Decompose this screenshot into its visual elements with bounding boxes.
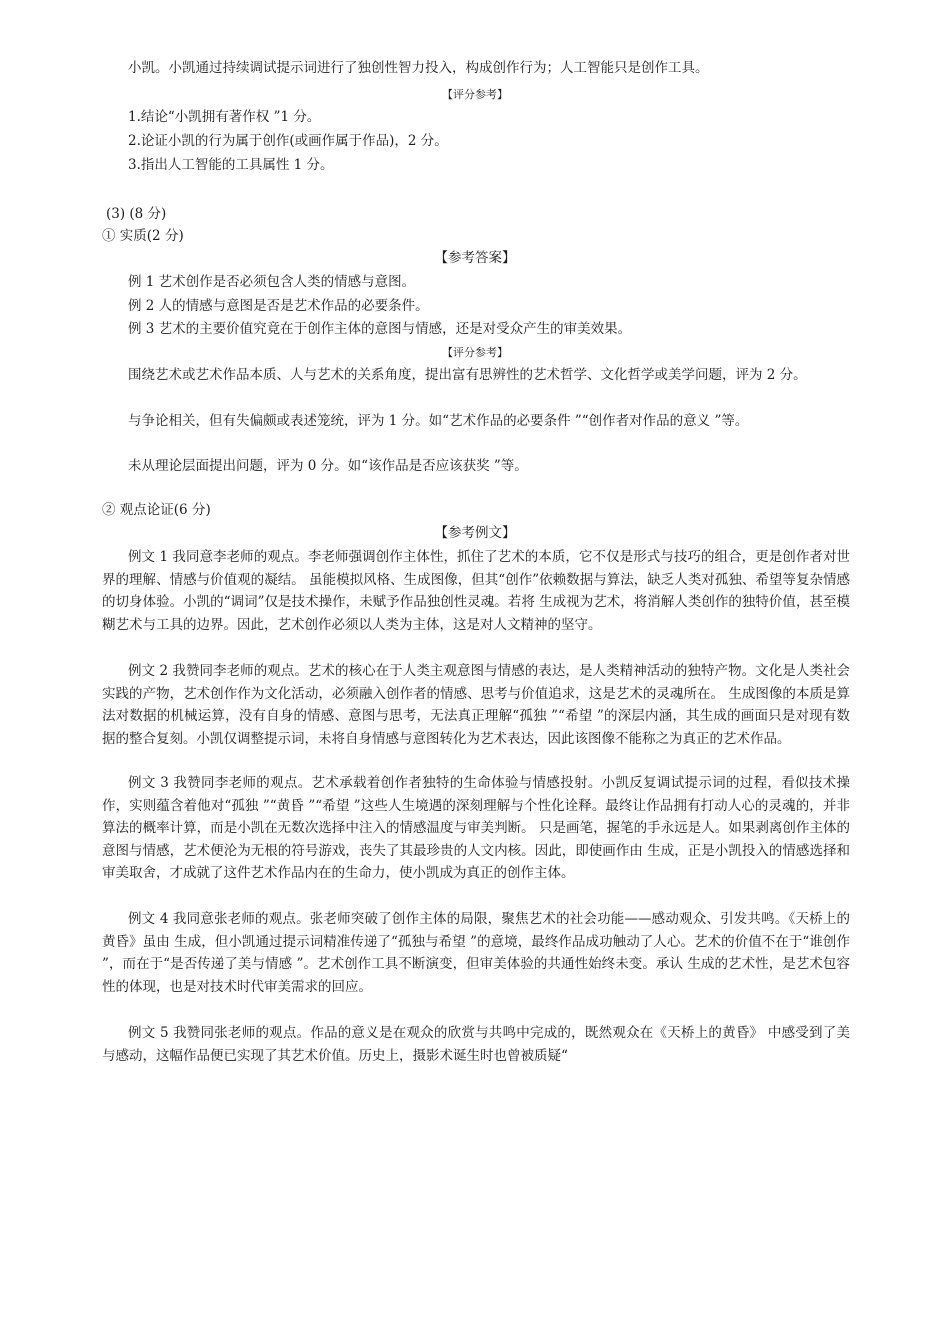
- model-essay: 例文 5 我赞同张老师的观点。作品的意义是在观众的欣赏与共鸣中完成的，既然观众在《天桥上的黄昏》 中感受到了美与感动，这幅作品便已实现了其艺术价值。历史上，摄影术诞生时也曾被质疑“: [102, 1025, 850, 1064]
- reference-answer-title: 【参考答案】: [434, 250, 516, 266]
- example-question: 例 2 人的情感与意图是否是艺术作品的必要条件。: [128, 298, 429, 314]
- scoring-reference-title: 【评分参考】: [442, 88, 508, 101]
- scoring-item: 2.论证小凯的行为属于创作(或画作属于作品)，2 分。: [128, 133, 448, 149]
- question-3-heading: (3) (8 分): [106, 206, 167, 222]
- example-question: 例 3 艺术的主要价值究竟在于创作主体的意图与情感，还是对受众产生的审美效果。: [128, 321, 632, 337]
- intro-conclusion-line: 小凯。小凯通过持续调试提示词进行了独创性智力投入，构成创作行为；人工智能只是创作工具。: [128, 60, 709, 76]
- scoring-paragraph: 与争论相关，但有失偏颇或表述笼统，评为 1 分。如“艺术作品的必要条件 ”“创作者对作品的意义 ”等。: [128, 413, 749, 429]
- model-essay: 例文 4 我同意张老师的观点。张老师突破了创作主体的局限，聚焦艺术的社会功能——感动观众、引发共鸣。《天桥上的黄昏》虽由 生成，但小凯通过提示词精准传递了“孤独与希望 ”的意境，最终作品成功触动了人心。艺术的价值不在于“谁创作 ”，而在于“是否传递了美与情感 ”。艺术创作工具不断演变，但审美体验的共通性始终未变。承认 生成的艺术性，是艺术包容性的体现，也是对技术时代审美需求的回应。: [102, 911, 850, 995]
- scoring-item: 1.结论“小凯拥有著作权 ”1 分。: [128, 109, 321, 125]
- scoring-paragraph: 未从理论层面提出问题，评为 0 分。如“该作品是否应该获奖 ”等。: [128, 458, 528, 474]
- scoring-item: 3.指出人工智能的工具属性 1 分。: [128, 157, 334, 173]
- model-essay: 例文 2 我赞同李老师的观点。艺术的核心在于人类主观意图与情感的表达，是人类精神活动的独特产物。文化是人类社会实践的产物，艺术创作作为文化活动，必须融入创作者的情感、思考与价值追求，这是艺术的灵魂所在。 生成图像的本质是算法对数据的机械运算，没有自身的情感、意图与思考，无法真正理解“孤独 ”“希望 ”的深层内涵，其生成的画面只是对现有数据的整合复刻。小凯仅调整提示词，未将自身情感与意图转化为艺术表达，因此该图像不能称之为真正的艺术作品。: [102, 663, 850, 747]
- model-essay: 例文 1 我同意李老师的观点。李老师强调创作主体性，抓住了艺术的本质，它不仅是形式与技巧的组合，更是创作者对世界的理解、情感与价值观的凝结。 虽能模拟风格、生成图像，但其“创作”依赖数据与算法，缺乏人类对孤独、希望等复杂情感的切身体验。小凯的“调词”仅是技术操作，未赋予作品独创性灵魂。若将 生成视为艺术，将消解人类创作的独特价值，甚至模糊艺术与工具的边界。因此，艺术创作必须以人类为主体，这是对人文精神的坚守。: [102, 549, 850, 633]
- sub-heading-argument: ② 观点论证(6 分): [102, 502, 211, 518]
- model-essay: 例文 3 我赞同李老师的观点。艺术承载着创作者独特的生命体验与情感投射。小凯反复调试提示词的过程，看似技术操作，实则蕴含着他对“孤独 ”“黄昏 ”“希望 ”这些人生境遇的深刻理解与个性化诠释。最终让作品拥有打动人心的灵魂的，并非算法的概率计算，而是小凯在无数次选择中注入的情感温度与审美判断。 只是画笔，握笔的手永远是人。如果剥离创作主体的意图与情感，艺术便沦为无根的符号游戏，丧失了其最珍贵的人文内核。因此，即使画作由 生成，正是小凯投入的情感选择和审美取舍，才成就了这件艺术作品内在的生命力，使小凯成为真正的创作主体。: [102, 775, 850, 882]
- sub-heading-essence: ① 实质(2 分): [102, 228, 184, 244]
- reference-essays-title: 【参考例文】: [434, 525, 516, 541]
- scoring-paragraph: 围绕艺术或艺术作品本质、人与艺术的关系角度，提出富有思辨性的艺术哲学、文化哲学或美学问题，评为 2 分。: [128, 367, 807, 383]
- scoring-reference-title: 【评分参考】: [442, 346, 508, 359]
- example-question: 例 1 艺术创作是否必须包含人类的情感与意图。: [128, 274, 416, 290]
